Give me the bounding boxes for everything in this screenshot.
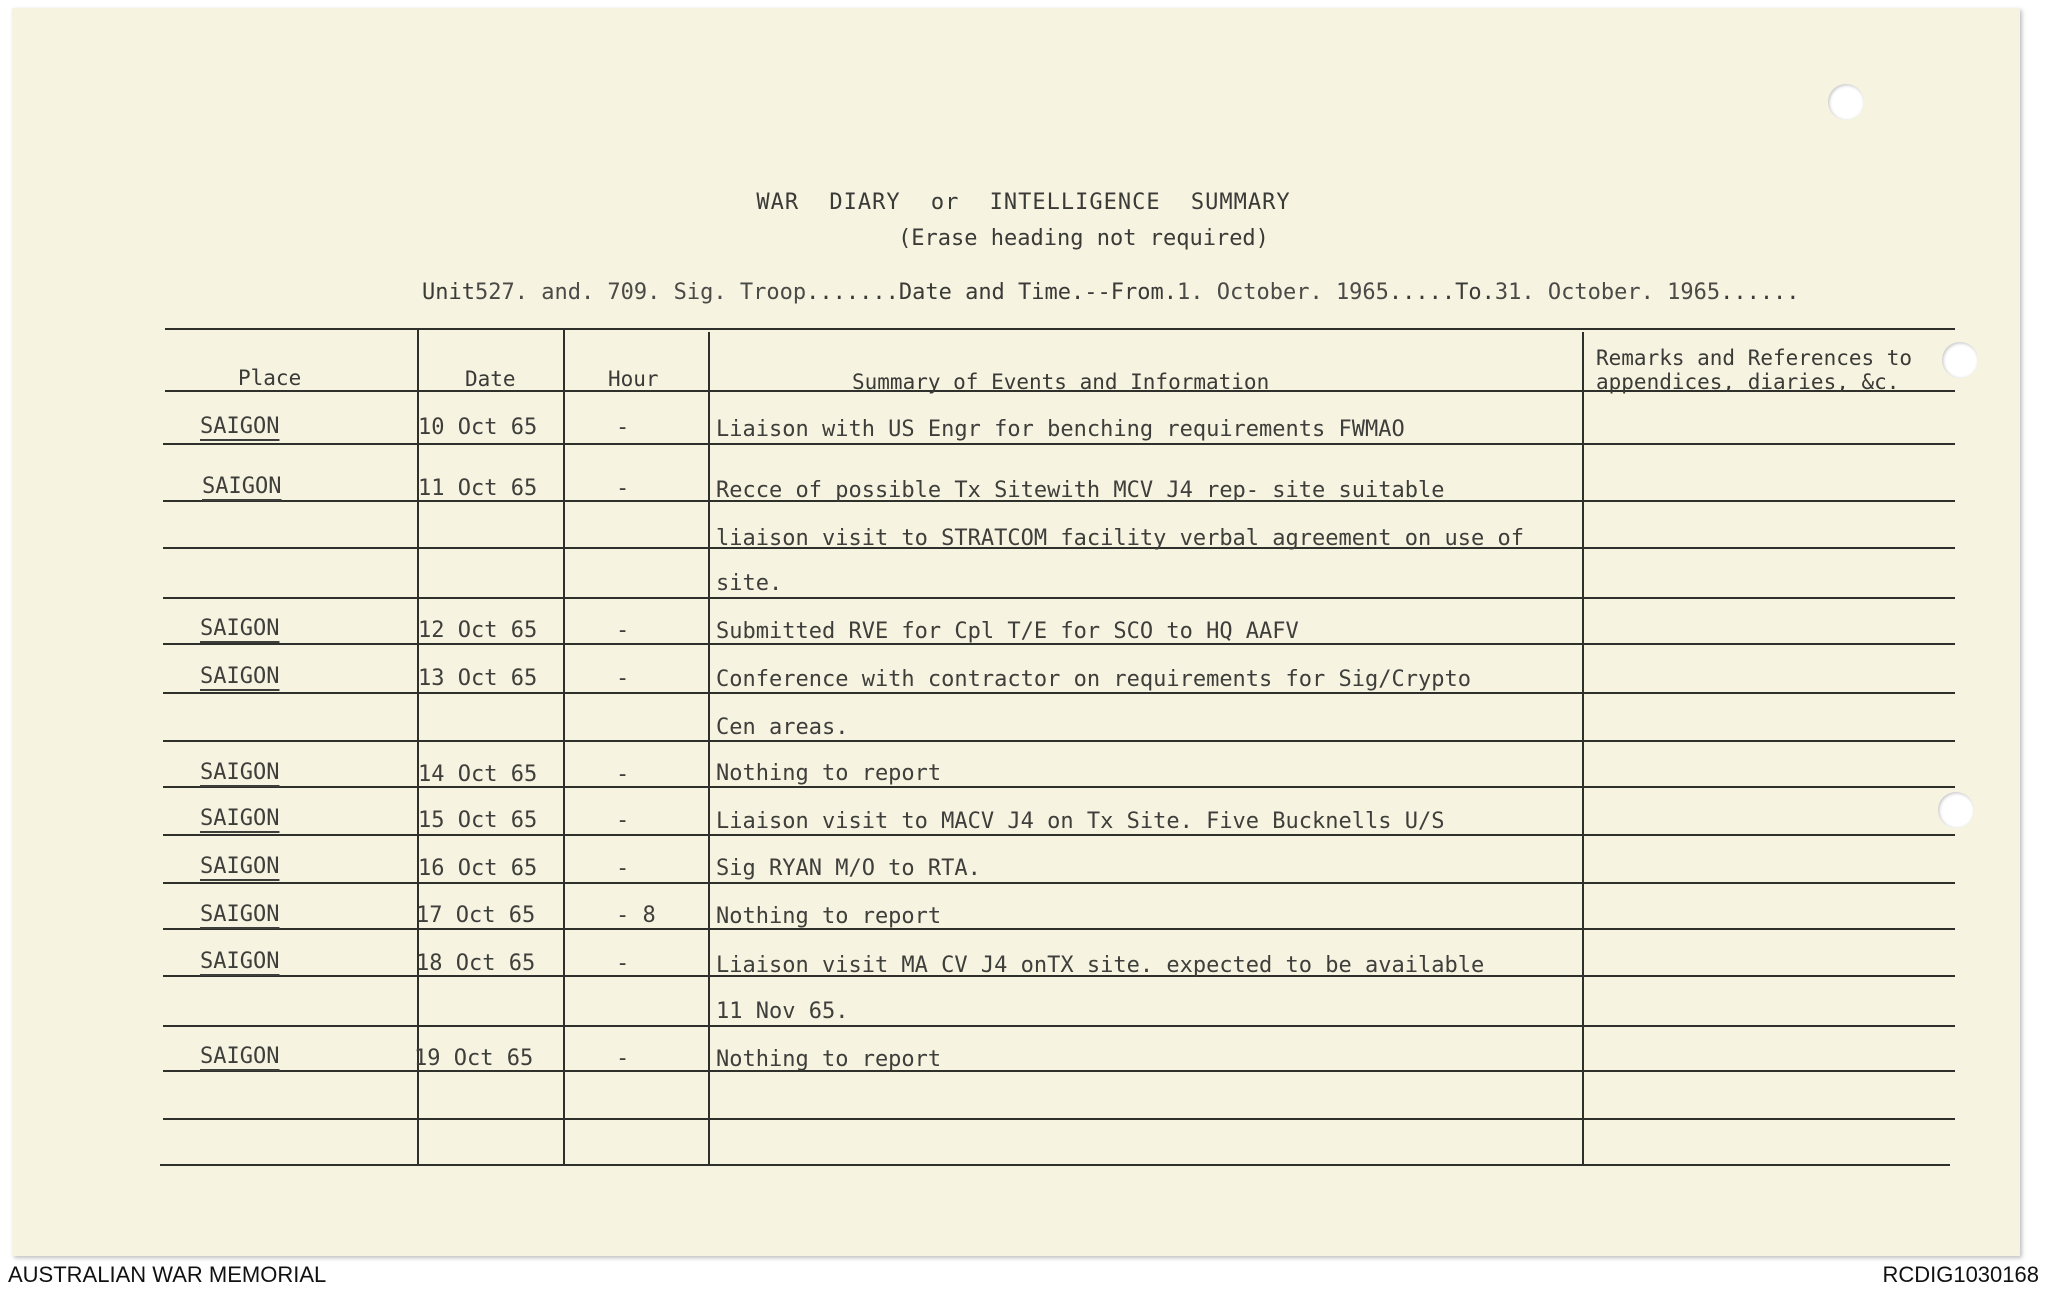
row-rule [163, 1025, 1955, 1027]
row-rule [163, 597, 1955, 599]
row-hour: - 8 [616, 903, 656, 928]
document-title [0, 190, 2047, 215]
row-place: SAIGON [200, 902, 280, 927]
to-value: 31. October. 1965 [1494, 280, 1721, 305]
table-top-rule [165, 328, 1955, 330]
row-place: SAIGON [200, 806, 280, 831]
row-rule [163, 692, 1955, 694]
row-rule [163, 740, 1955, 742]
title-word: or [930, 190, 960, 215]
col-divider-hour-summary [708, 332, 710, 1166]
punch-hole-top [1828, 84, 1864, 120]
row-date: 14 Oct 65 [418, 762, 538, 787]
row-place: SAIGON [200, 760, 280, 785]
row-summary: liaison visit to STRATCOM facility verbal agreement on use of [716, 526, 1524, 551]
row-place: SAIGON [200, 664, 280, 689]
row-hour: - [616, 415, 630, 440]
row-date: 16 Oct 65 [418, 856, 538, 881]
punch-hole-middle [1942, 342, 1978, 378]
header-date: Date [465, 367, 516, 391]
header-hour: Hour [608, 367, 659, 391]
row-summary: site. [716, 571, 783, 596]
row-rule [163, 1118, 1955, 1120]
row-date: 11 Oct 65 [418, 476, 538, 501]
row-date: 19 Oct 65 [414, 1046, 534, 1071]
unit-value: 527. and. 709. Sig. Troop [474, 280, 807, 305]
punch-hole-bottom [1938, 792, 1974, 828]
to-dots: ...... [1720, 280, 1800, 305]
row-hour: - [616, 951, 630, 976]
row-hour: - [616, 666, 630, 691]
row-date: 18 Oct 65 [416, 951, 536, 976]
row-summary: Cen areas. [716, 715, 849, 740]
title-word: SUMMARY [1190, 190, 1291, 215]
row-summary: Nothing to report [716, 761, 942, 786]
row-summary: Sig RYAN M/O to RTA. [716, 856, 981, 881]
col-divider-date-hour [563, 330, 565, 1166]
title-word: INTELLIGENCE [989, 190, 1161, 215]
title-word: DIARY [829, 190, 901, 215]
row-hour: - [616, 856, 630, 881]
row-hour: - [616, 618, 630, 643]
row-summary: Conference with contractor on requirements for Sig/Crypto [716, 667, 1471, 692]
row-hour: - [616, 808, 630, 833]
footer-record-id: RCDIG1030168 [1882, 1262, 2039, 1287]
header-summary: Summary of Events and Information [852, 370, 1270, 394]
row-hour: - [616, 476, 630, 501]
row-summary: Liaison visit to MACV J4 on Tx Site. Five Bucknells U/S [716, 809, 1445, 834]
col-divider-place-date [417, 330, 419, 1166]
row-summary: Liaison with US Engr for benching requirements FWMAO [716, 417, 1405, 442]
row-hour: - [616, 1046, 630, 1071]
row-summary: Submitted RVE for Cpl T/E for SCO to HQ AAFV [716, 619, 1299, 644]
col-divider-summary-remarks [1582, 332, 1584, 1166]
unit-date-line [422, 280, 1842, 305]
row-rule [163, 882, 1955, 884]
row-rule [163, 834, 1955, 836]
row-place: SAIGON [200, 616, 280, 641]
to-label: To. [1455, 280, 1495, 305]
row-rule [163, 928, 1955, 930]
document-subtitle: (Erase heading not required) [898, 226, 1269, 251]
row-place: SAIGON [200, 949, 280, 974]
from-value: 1. October. 1965 [1177, 280, 1389, 305]
row-date: 12 Oct 65 [418, 618, 538, 643]
row-summary: Liaison visit MA CV J4 onTX site. expected to be available [716, 953, 1485, 978]
row-place: SAIGON [200, 414, 280, 439]
row-place: SAIGON [200, 1044, 280, 1069]
row-date: 17 Oct 65 [416, 903, 536, 928]
row-place: SAIGON [200, 854, 280, 879]
table-bottom-rule [160, 1164, 1950, 1166]
header-remarks-line2: appendices, diaries, &c. [1596, 370, 1900, 394]
row-summary: 11 Nov 65. [716, 999, 849, 1024]
row-place: SAIGON [202, 474, 282, 499]
row-summary: Nothing to report [716, 904, 942, 929]
header-place: Place [238, 366, 302, 390]
date-label: Date and Time.--From. [898, 280, 1177, 305]
row-date: 10 Oct 65 [418, 415, 538, 440]
from-dots: ..... [1388, 280, 1456, 305]
row-hour: - [616, 762, 630, 787]
title-word: WAR [756, 190, 800, 215]
row-rule [163, 443, 1955, 445]
row-summary: Nothing to report [716, 1047, 942, 1072]
unit-label: Unit [422, 280, 475, 305]
row-summary: Recce of possible Tx Sitewith MCV J4 rep- site suitable [716, 478, 1445, 503]
header-remarks-line1: Remarks and References to [1596, 346, 1913, 370]
row-date: 13 Oct 65 [418, 666, 538, 691]
footer-archive-name: AUSTRALIAN WAR MEMORIAL [8, 1262, 327, 1287]
unit-dots: ....... [806, 280, 899, 305]
row-date: 15 Oct 65 [418, 808, 538, 833]
